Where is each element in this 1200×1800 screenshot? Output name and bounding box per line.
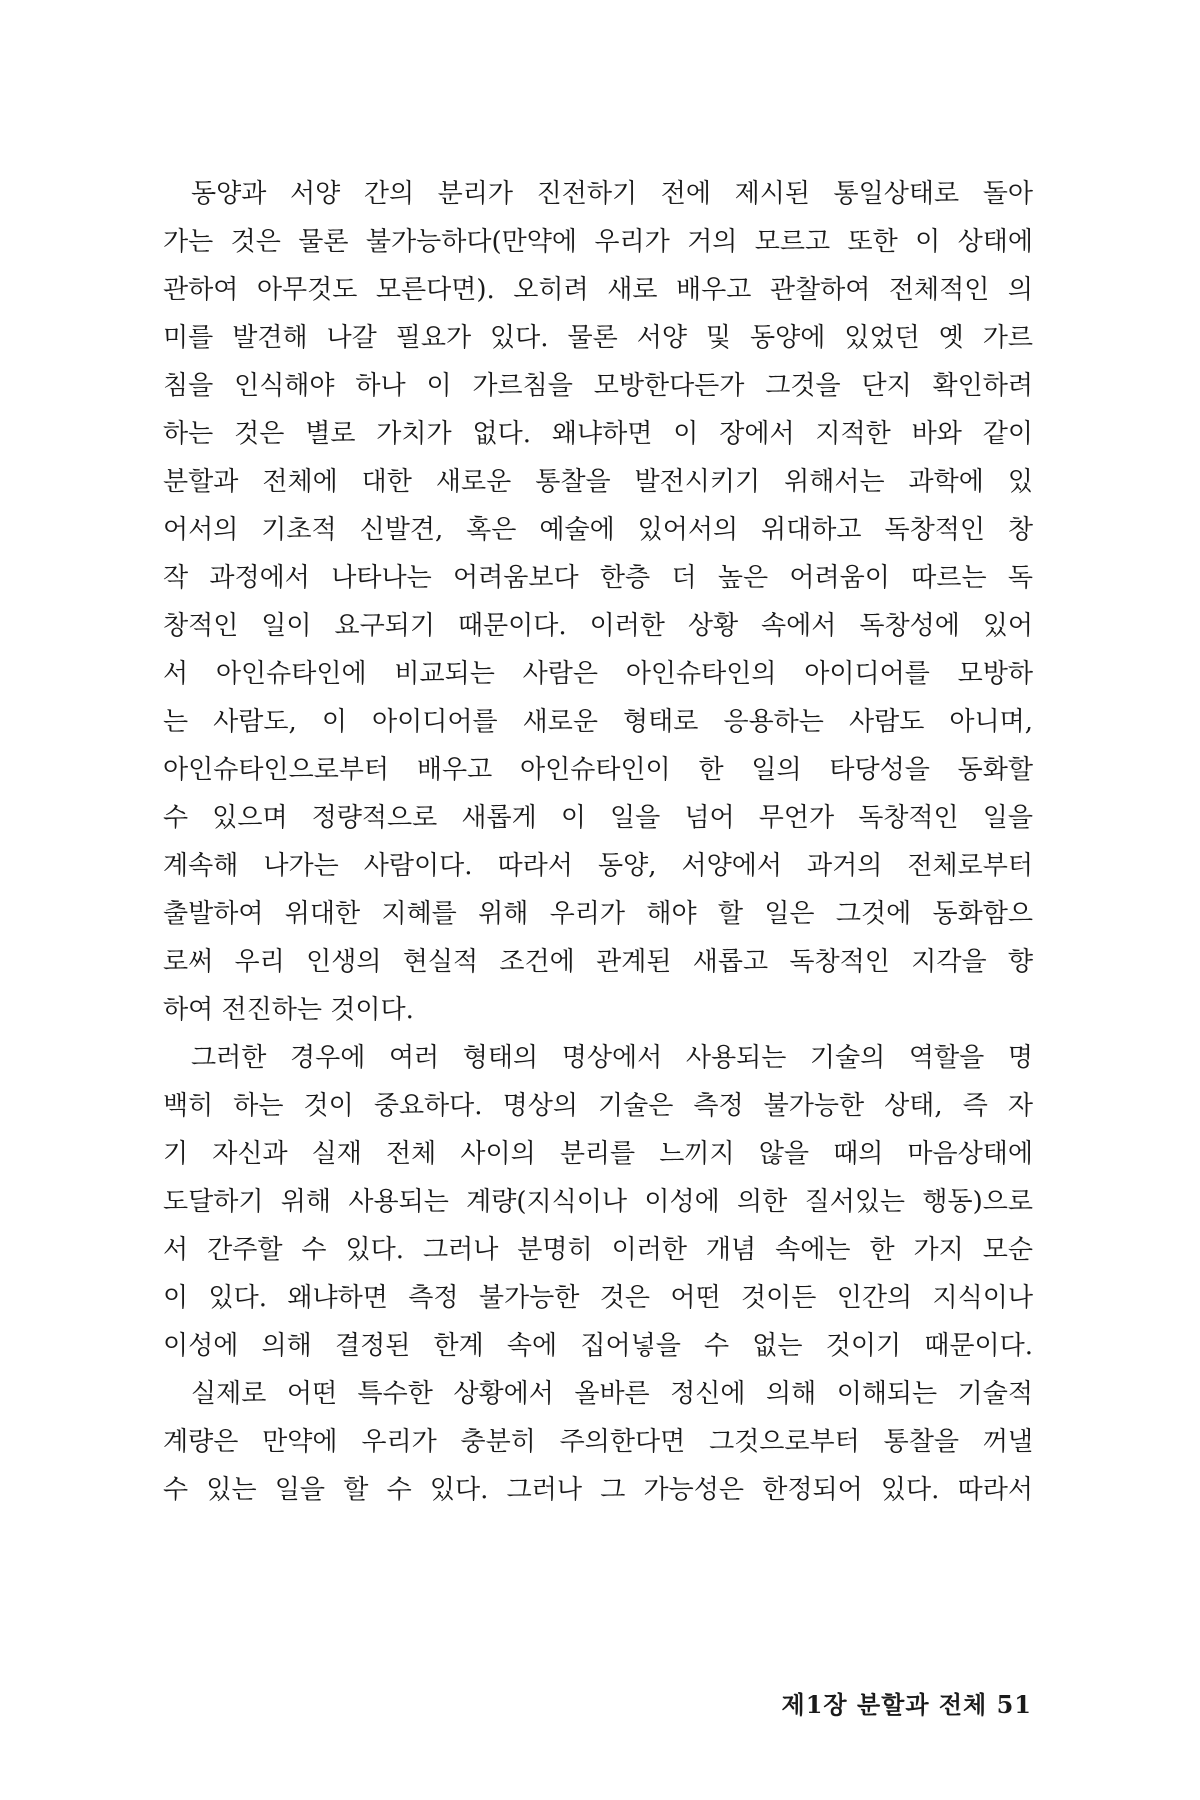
text-line: 로써 우리 인생의 현실적 조건에 관계된 새롭고 독창적인 지각을 향 xyxy=(163,947,1033,977)
text-line: 백히 하는 것이 중요하다. 명상의 기술은 측정 불가능한 상태, 즉 자 xyxy=(163,1091,1033,1121)
text-line: 이성에 의해 결정된 한계 속에 집어넣을 수 없는 것이기 때문이다. xyxy=(163,1331,1033,1361)
text-line: 가는 것은 물론 불가능하다(만약에 우리가 거의 모르고 또한 이 상태에 xyxy=(163,227,1033,257)
text-line: 서 간주할 수 있다. 그러나 분명히 이러한 개념 속에는 한 가지 모순 xyxy=(163,1235,1033,1265)
text-line: 동양과 서양 간의 분리가 진전하기 전에 제시된 통일상태로 돌아 xyxy=(191,179,1033,209)
text-line: 창적인 일이 요구되기 때문이다. 이러한 상황 속에서 독창성에 있어 xyxy=(163,611,1033,641)
text-line: 는 사람도, 이 아이디어를 새로운 형태로 응용하는 사람도 아니며, xyxy=(163,707,1033,737)
text-line: 어서의 기초적 신발견, 혹은 예술에 있어서의 위대하고 독창적인 창 xyxy=(163,515,1033,545)
text-line: 계속해 나가는 사람이다. 따라서 동양, 서양에서 과거의 전체로부터 xyxy=(163,851,1033,881)
text-line: 수 있는 일을 할 수 있다. 그러나 그 가능성은 한정되어 있다. 따라서 xyxy=(163,1475,1033,1505)
page-footer: 제1장 분할과 전체 51 xyxy=(781,1690,1032,1719)
text-line: 그러한 경우에 여러 형태의 명상에서 사용되는 기술의 역할을 명 xyxy=(191,1043,1033,1073)
text-line: 출발하여 위대한 지혜를 위해 우리가 해야 할 일은 그것에 동화함으 xyxy=(163,899,1033,929)
text-line: 관하여 아무것도 모른다면). 오히려 새로 배우고 관찰하여 전체적인 의 xyxy=(163,275,1033,305)
text-line: 하는 것은 별로 가치가 없다. 왜냐하면 이 장에서 지적한 바와 같이 xyxy=(163,419,1033,449)
text-line: 미를 발견해 나갈 필요가 있다. 물론 서양 및 동양에 있었던 옛 가르 xyxy=(163,323,1033,353)
text-line: 하여 전진하는 것이다. xyxy=(163,995,414,1025)
text-line: 서 아인슈타인에 비교되는 사람은 아인슈타인의 아이디어를 모방하 xyxy=(163,659,1033,689)
body-text xyxy=(163,170,1033,1514)
text-line: 작 과정에서 나타나는 어려움보다 한층 더 높은 어려움이 따르는 독 xyxy=(163,563,1033,593)
text-line: 아인슈타인으로부터 배우고 아인슈타인이 한 일의 타당성을 동화할 xyxy=(163,755,1033,785)
text-line: 기 자신과 실재 전체 사이의 분리를 느끼지 않을 때의 마음상태에 xyxy=(163,1139,1033,1169)
text-line: 침을 인식해야 하나 이 가르침을 모방한다든가 그것을 단지 확인하려 xyxy=(163,371,1033,401)
text-line: 도달하기 위해 사용되는 계량(지식이나 이성에 의한 질서있는 행동)으로 xyxy=(163,1187,1033,1217)
text-line: 계량은 만약에 우리가 충분히 주의한다면 그것으로부터 통찰을 꺼낼 xyxy=(163,1427,1033,1457)
text-line: 분할과 전체에 대한 새로운 통찰을 발전시키기 위해서는 과학에 있 xyxy=(163,467,1033,497)
text-line: 이 있다. 왜냐하면 측정 불가능한 것은 어떤 것이든 인간의 지식이나 xyxy=(163,1283,1033,1313)
text-line: 실제로 어떤 특수한 상황에서 올바른 정신에 의해 이해되는 기술적 xyxy=(191,1379,1033,1409)
text-line: 수 있으며 정량적으로 새롭게 이 일을 넘어 무언가 독창적인 일을 xyxy=(163,803,1033,833)
